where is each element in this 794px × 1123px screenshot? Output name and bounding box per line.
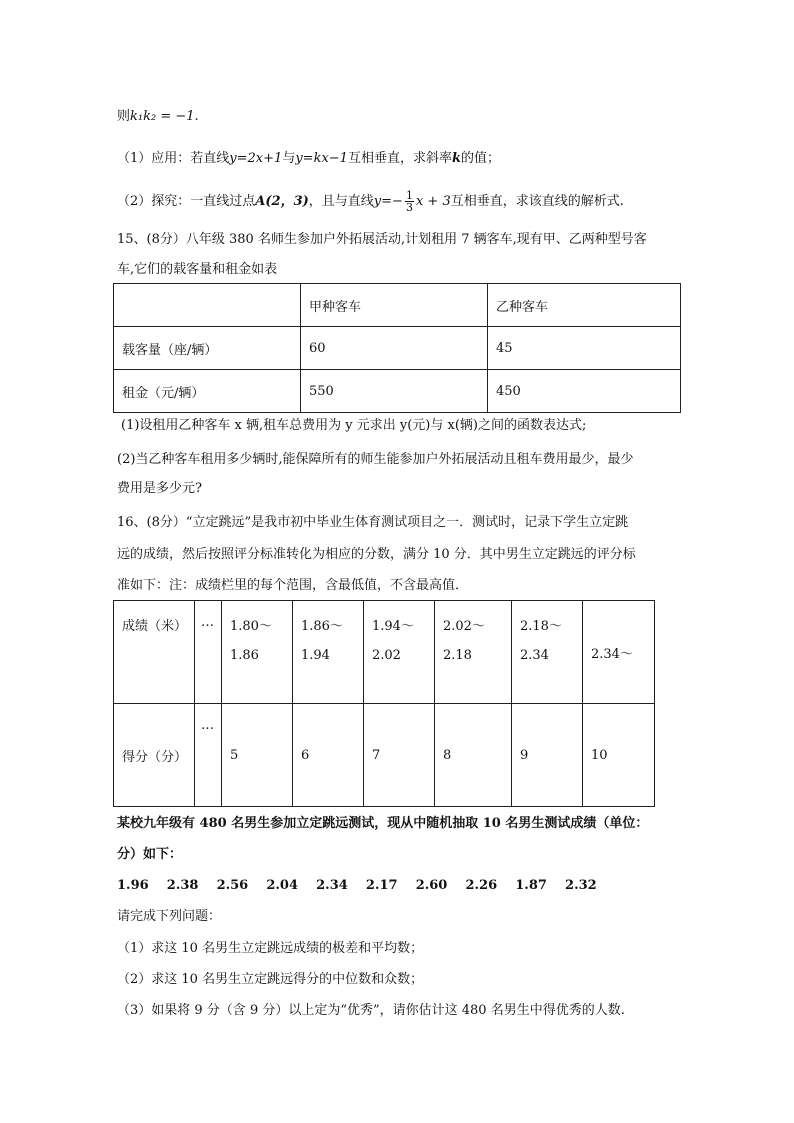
q14-part2-suffix: 互相垂直，求该直线的解析式. bbox=[450, 194, 624, 209]
range-end: 2.18 bbox=[443, 648, 472, 663]
range-start: 1.86～ bbox=[301, 619, 343, 634]
q16-prompt: 请完成下列问题： bbox=[117, 909, 222, 924]
q16-line3: 准如下：注：成绩栏里的每个范围，含最低值，不含最高值． bbox=[117, 578, 469, 593]
q15-sub2-line1: (2)当乙种客车租用多少辆时,能保障所有的师生能参加户外拓展活动且租车费用最少，最少 bbox=[117, 452, 634, 467]
range-end: 1.86 bbox=[230, 648, 259, 663]
score-list bbox=[117, 876, 597, 896]
q14-part1-end: 的值； bbox=[460, 151, 500, 166]
range-end: 1.94 bbox=[301, 648, 330, 663]
table-row bbox=[114, 327, 681, 370]
score-table bbox=[113, 600, 655, 807]
q14-slope-var: k bbox=[451, 151, 461, 166]
table-cell: 9 bbox=[512, 704, 583, 807]
table-cell bbox=[114, 284, 301, 327]
range-start: 2.02～ bbox=[443, 619, 485, 634]
intro-prefix: 则 bbox=[117, 109, 131, 124]
table-cell: 7 bbox=[364, 704, 435, 807]
range-end: 2.02 bbox=[372, 648, 401, 663]
table-cell: 乙种客车 bbox=[488, 284, 681, 327]
q16-line1: 16、(8分）“立定跳远”是我市初中毕业生体育测试项目之一．测试时，记录下学生立定跳 bbox=[117, 515, 629, 530]
range-end: 2.34 bbox=[520, 648, 549, 663]
q14-part2-prefix: 探究：一直线过点 bbox=[151, 194, 256, 209]
table-cell: 45 bbox=[488, 327, 681, 370]
intro-period: . bbox=[194, 109, 199, 124]
q14-part2-label: （2） bbox=[117, 194, 152, 209]
table-cell: 甲种客车 bbox=[301, 284, 488, 327]
q14-part1-label: （1） bbox=[117, 151, 152, 166]
table-cell: 10 bbox=[583, 704, 655, 807]
score-value: 1.87 bbox=[515, 878, 547, 893]
q15-line1: 15、(8分）八年级 380 名师生参加户外拓展活动,计划租用 7 辆客车,现有甲、乙两种型号客 bbox=[117, 232, 647, 247]
table-cell: 5 bbox=[222, 704, 293, 807]
q14-part2-mid: ，且与直线 bbox=[308, 194, 374, 209]
score-value: 2.32 bbox=[565, 878, 597, 893]
table-cell bbox=[364, 601, 435, 704]
table-row bbox=[114, 601, 655, 704]
table-cell: 载客量（座/辆） bbox=[114, 327, 301, 370]
table-cell bbox=[222, 601, 293, 704]
table-cell: 550 bbox=[301, 370, 488, 413]
table-cell: 租金（元/辆） bbox=[114, 370, 301, 413]
table-cell: 450 bbox=[488, 370, 681, 413]
range-start: 2.18～ bbox=[520, 619, 562, 634]
q15-sub1: (1)设租用乙种客车 x 辆,租车总费用为 y 元求出 y(元)与 x(辆)之间的函数表达式; bbox=[121, 418, 587, 433]
q14-part1-suffix: 互相垂直，求斜率 bbox=[347, 151, 452, 166]
table-row bbox=[114, 284, 681, 327]
q14-point: A(2，3) bbox=[255, 194, 309, 209]
q14-part1-prefix: 应用：若直线 bbox=[151, 151, 230, 166]
table-row bbox=[114, 370, 681, 413]
q14-eq-neg: − bbox=[392, 194, 403, 209]
score-value: 1.96 bbox=[117, 878, 149, 893]
score-value: 2.38 bbox=[166, 878, 199, 893]
table-cell bbox=[435, 601, 512, 704]
q14-part2 bbox=[117, 190, 624, 213]
score-value: 2.56 bbox=[216, 878, 249, 893]
table-row bbox=[114, 704, 655, 807]
score-value: 2.60 bbox=[415, 878, 448, 893]
table-cell: 2.34～ bbox=[583, 601, 655, 704]
table-cell: 成绩（米） bbox=[114, 601, 195, 704]
q16-line4: 某校九年级有 480 名男生参加立定跳远测试，现从中随机抽取 10 名男生测试成绩（单位： bbox=[117, 816, 649, 831]
table-cell: 得分（分） bbox=[114, 704, 195, 807]
q16-q1: （1）求这 10 名男生立定跳远成绩的极差和平均数； bbox=[117, 941, 424, 956]
table-cell: 60 bbox=[301, 327, 488, 370]
q14-line1-eq: y=2x+1 bbox=[229, 151, 283, 166]
table-cell: … bbox=[195, 704, 222, 807]
score-value: 2.34 bbox=[316, 878, 348, 893]
range-start: 1.94～ bbox=[372, 619, 414, 634]
q14-eq-rest: x + 3 bbox=[415, 194, 451, 209]
q14-fraction-den: 3 bbox=[405, 201, 413, 214]
q16-line2: 远的成绩，然后按照评分标准转化为相应的分数，满分 10 分．其中男生立定跳远的评分标 bbox=[117, 547, 636, 562]
q15-sub2-line2: 费用是多少元? bbox=[117, 481, 202, 496]
q16-q2: （2）求这 10 名男生立定跳远得分的中位数和众数； bbox=[117, 972, 424, 987]
q14-part1-mid: 与 bbox=[282, 151, 296, 166]
ellipsis: … bbox=[201, 615, 214, 630]
table-cell: 6 bbox=[293, 704, 364, 807]
q14-fraction-num: 1 bbox=[405, 189, 413, 202]
table-cell bbox=[512, 601, 583, 704]
score-value: 2.26 bbox=[465, 878, 498, 893]
range-start: 1.80～ bbox=[230, 619, 272, 634]
intro-math: k₁k₂ = −1 bbox=[130, 109, 195, 124]
table-cell bbox=[293, 601, 364, 704]
q15-line2: 车,它们的载客量和租金如表 bbox=[117, 262, 278, 277]
table-cell: 8 bbox=[435, 704, 512, 807]
q14-part1 bbox=[117, 149, 500, 169]
q14-fraction bbox=[405, 190, 414, 213]
q14-line2-eq: y=kx−1 bbox=[295, 151, 348, 166]
score-value: 2.17 bbox=[365, 878, 398, 893]
score-value: 2.04 bbox=[266, 878, 299, 893]
q14-eq-y: y= bbox=[373, 194, 393, 209]
table-cell bbox=[195, 601, 222, 704]
q16-q3: （3）如果将 9 分（含 9 分）以上定为“优秀”，请你估计这 480 名男生中得优秀的人数. bbox=[117, 1003, 625, 1018]
bus-table bbox=[113, 283, 681, 413]
q16-line5: 分）如下： bbox=[117, 847, 183, 862]
intro-line bbox=[117, 107, 199, 127]
